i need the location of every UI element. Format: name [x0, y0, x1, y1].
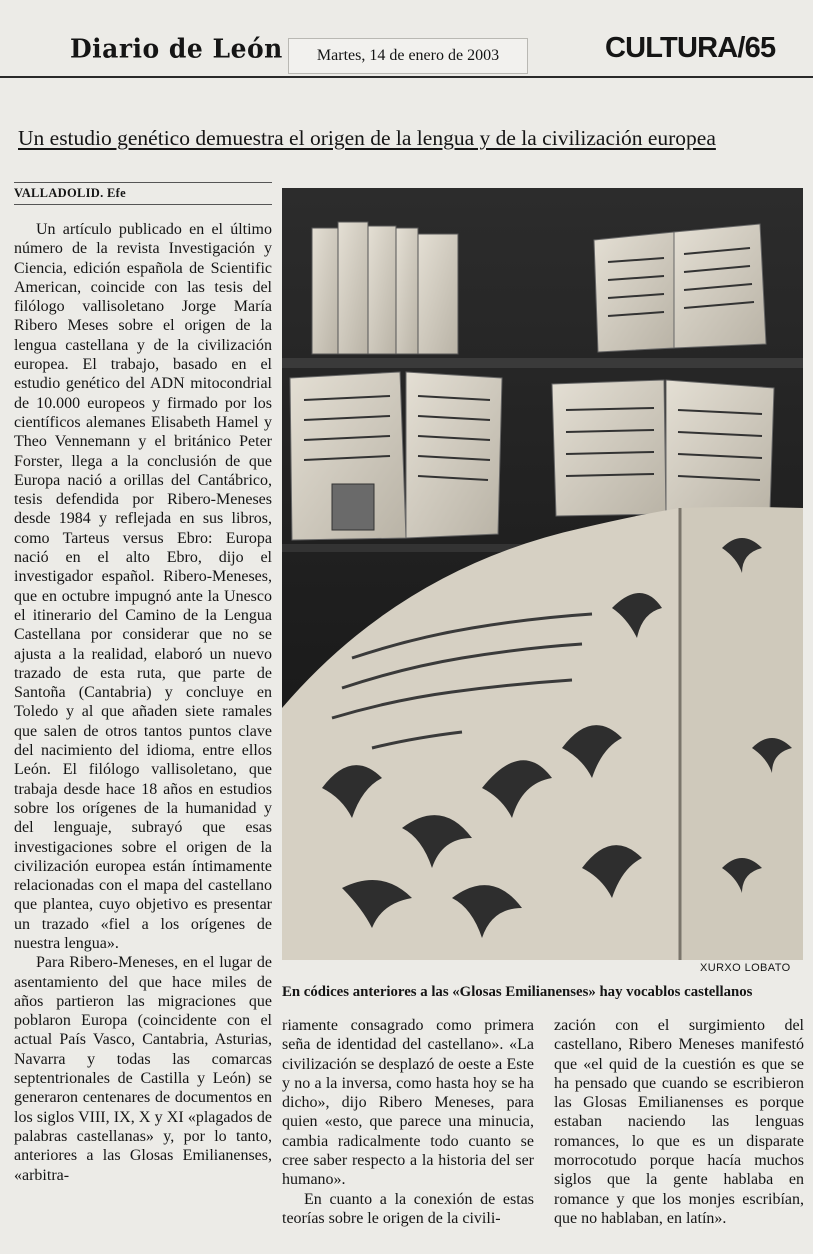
- newspaper-logo: Diario de León: [70, 33, 283, 64]
- masthead-rule: [0, 76, 813, 78]
- article-column-2: [282, 1016, 534, 1228]
- section-page-label: CULTURA/65: [605, 32, 776, 64]
- paragraph: En cuanto a la conexión de estas teorías sobre le origen de la civili-: [282, 1190, 534, 1227]
- paragraph: Para Ribero-Meneses, en el lugar de asentamiento del que hace miles de años partieron las migraciones que poblaron Europa (coincidente con el actual País Vasco, Cantabria, Asturias, Navarra y todas las comarcas septentrionales de Castilla y León) se generaron centenares de documentos en los siglos VIII, IX, X y XI «plagados de palabras castellanas» y, por lo tanto, anteriores a las Glosas Emilianenses, «arbitra-: [14, 954, 272, 1184]
- article-headline: Un estudio genético demuestra el origen de la lengua y de la civilización europea: [18, 126, 716, 150]
- article-photo: [282, 188, 803, 960]
- dateline-bottom-rule: [14, 204, 272, 205]
- dateline-top-rule: [14, 182, 272, 183]
- photo-caption: En códices anteriores a las «Glosas Emilianenses» hay vocablos castellanos: [282, 984, 753, 1000]
- photo-credit: XURXO LOBATO: [700, 962, 791, 974]
- codices-photo-illustration: [282, 188, 803, 960]
- paragraph: riamente consagrado como primera seña de identidad del castellano». «La civilización se desplazó de oeste a Este y no a la inversa, como hasta hoy se ha dicho», dijo Ribero Meneses, para quien «esto, que parece una minucia, cambia radicalmente todo cuanto se cree saber respecto a la historia del ser humano».: [282, 1017, 534, 1189]
- article-column-1: [14, 220, 272, 1185]
- masthead: [0, 0, 813, 78]
- article-dateline: VALLADOLID. Efe: [14, 186, 126, 200]
- paragraph: zación con el surgimiento del castellano, Ribero Meneses manifestó que «el quid de la cuestión es que se ha pensado que cuando se escribieron las Glosas Emilianenses es porque estaban naciendo las lenguas romances, lo que es un disparate morrocotudo porque hacía muchos siglos que la gente hablaba en romance y que los monjes escribían, que no hablaban, en latín».: [554, 1017, 804, 1227]
- paragraph: Un artículo publicado en el último número de la revista Investigación y Ciencia, edición española de Scientific American, coincide con las tesis del filólogo vallisoletano Jorge María Ribero Meses sobre el origen de la lengua castellana y de la civilización europea. El trabajo, basado en el estudio genético del ADN mitocondrial de 10.000 europeos y firmado por los científicos alemanes Elisabeth Hamel y Theo Vennemann y el británico Peter Forster, llega a la conclusión de que Europa nació a orillas del Cantábrico, tesis defendida por Ribero-Meneses desde 1984 y reflejada en sus libros, como Tarteus versus Ebro: Europa nació en el alto Ebro, dijo el investigador español. Ribero-Meneses, que en octubre impugnó ante la Unesco el itinerario del Camino de la Lengua Castellana por considerar que no se ajusta a la realidad, elaboró un nuevo trazado de esta ruta, que parte de Santoña (Cantabria) y concluye en Toledo y al que añaden siete ramales que salen de otros tantos puntos clave del nacimiento del idioma, entre ellos León. El filólogo vallisoletano, que trabaja desde hace 18 años en estudios sobre los orígenes de la humanidad y del lenguaje, subrayó que esas investigaciones sobre el origen de la civilización europea están íntimamente relacionadas con el mapa del castellano que plantea, cuyo objetivo es presentar un trazado «fiel a los orígenes de nuestra lengua».: [14, 221, 272, 952]
- article-column-3: [554, 1016, 804, 1228]
- issue-date: Martes, 14 de enero de 2003: [288, 38, 528, 74]
